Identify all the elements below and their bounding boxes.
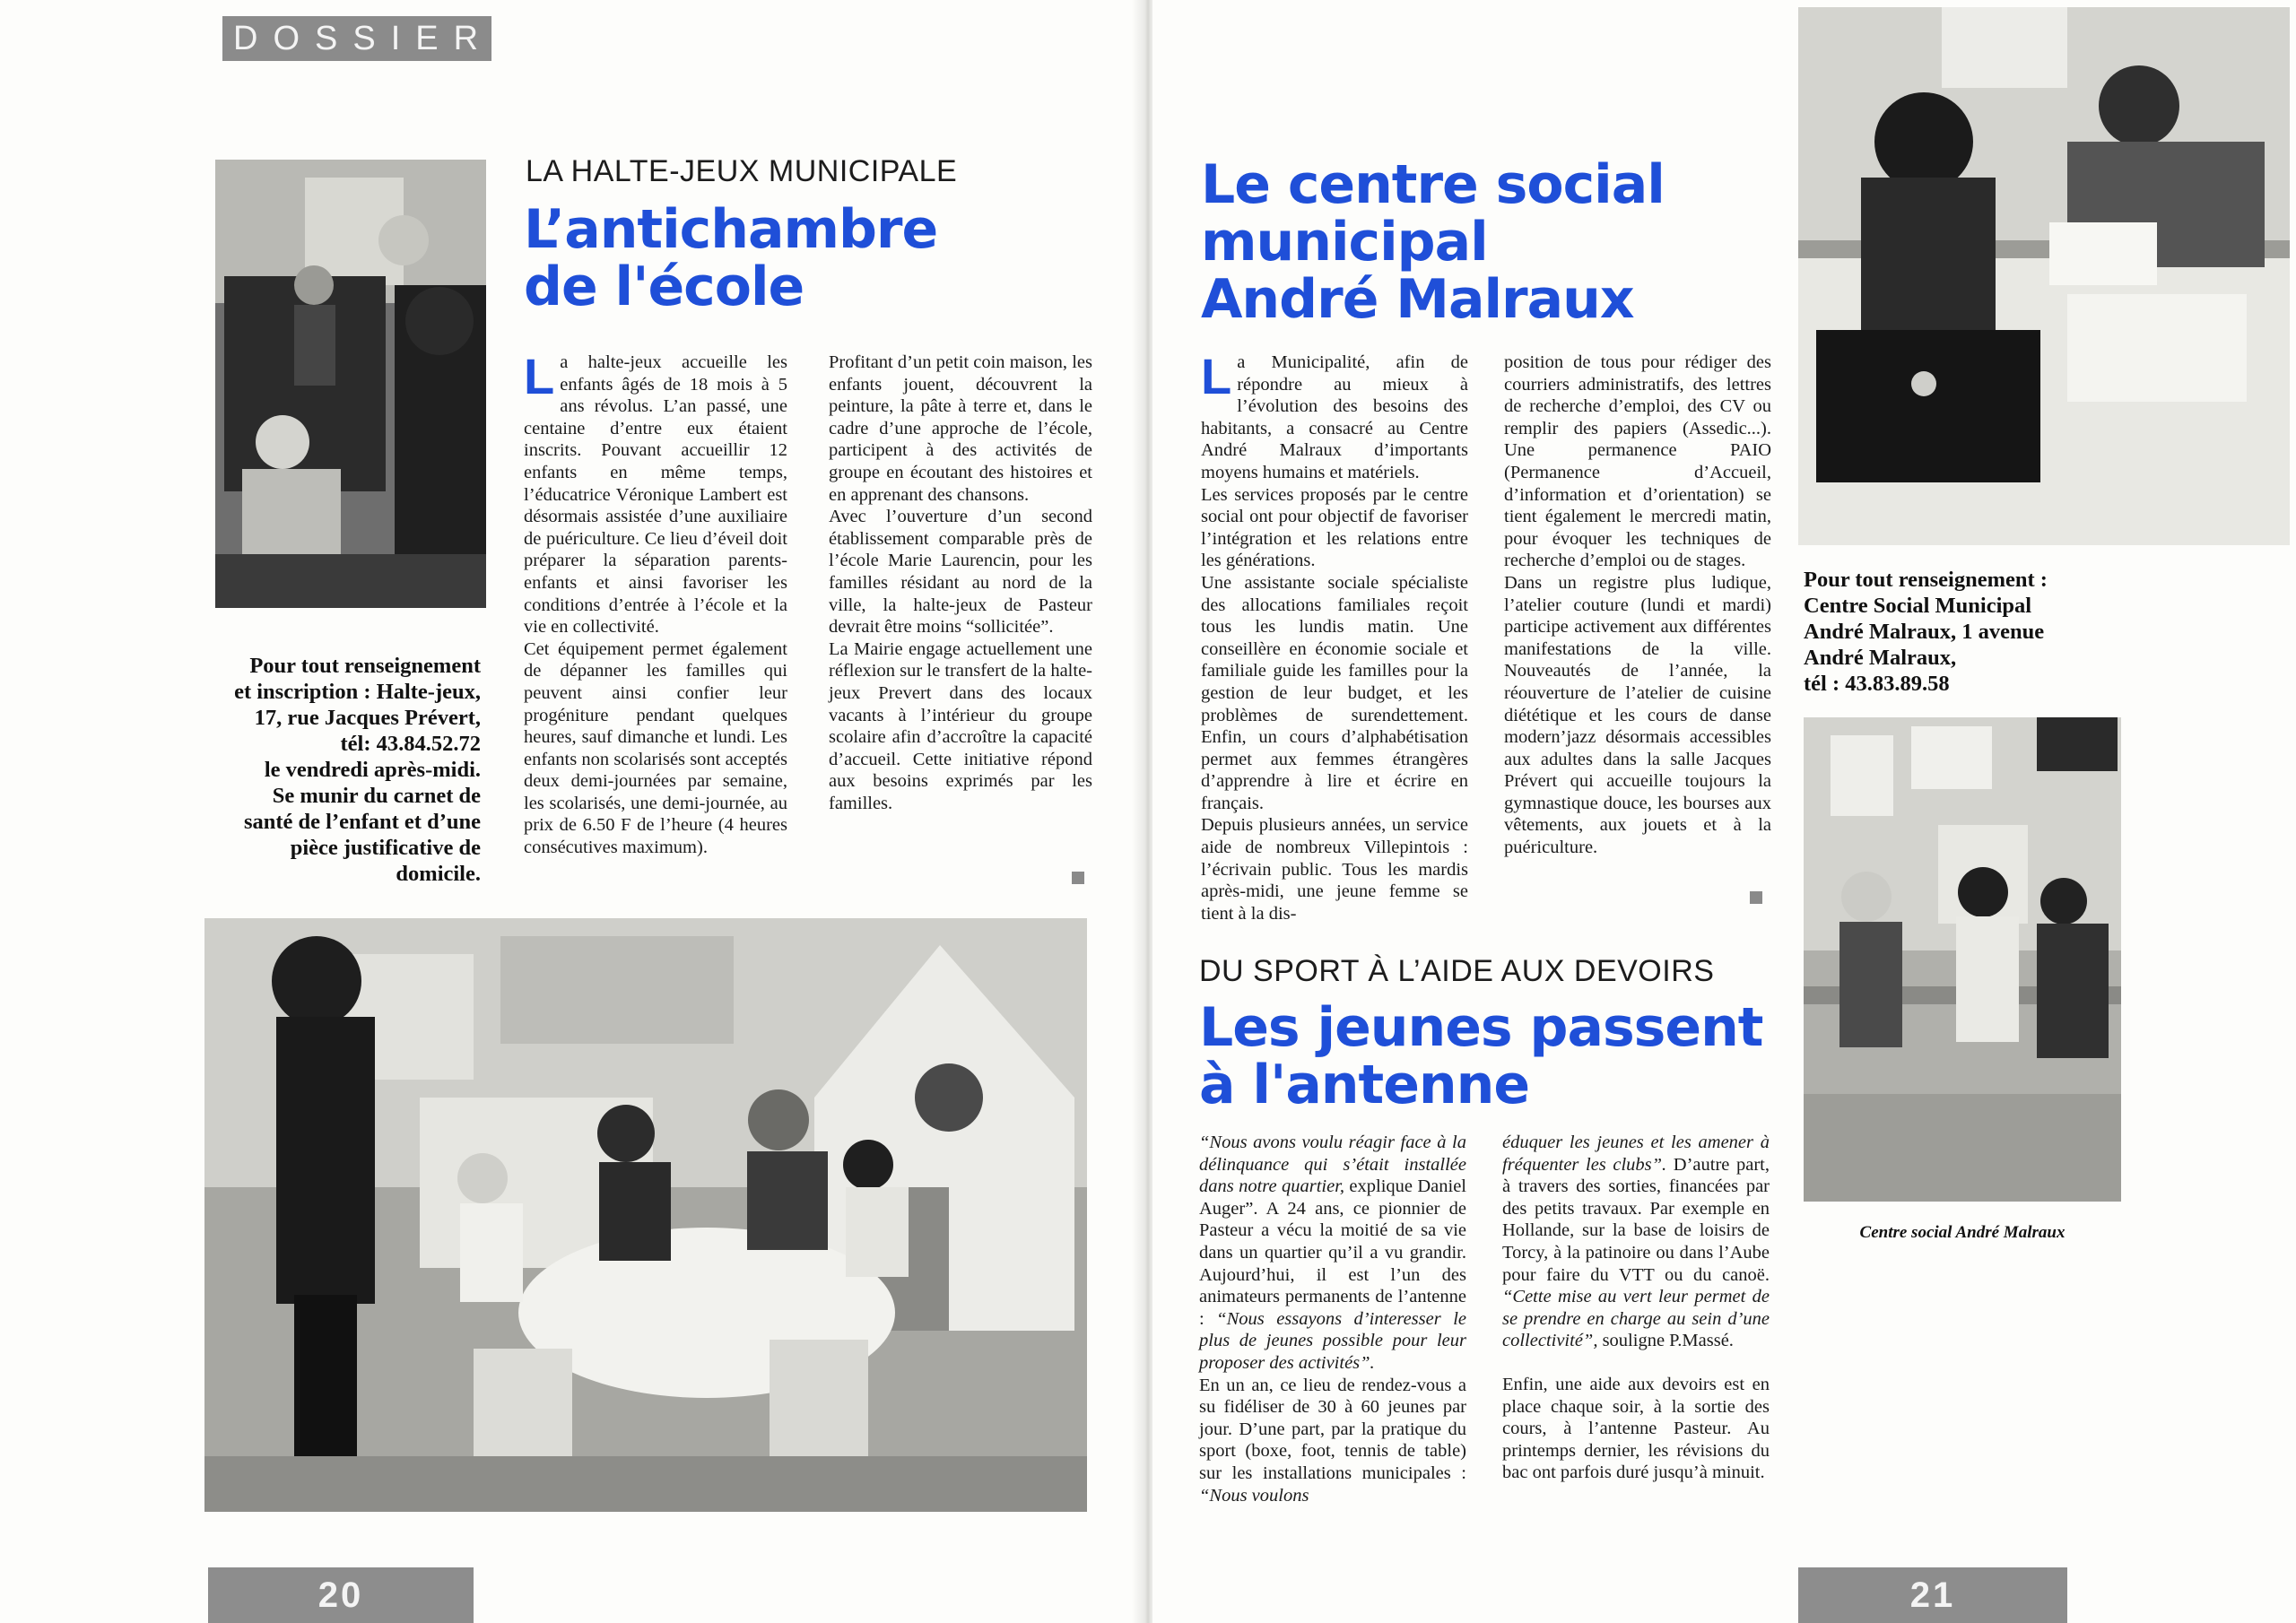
- centre-paragraph: Depuis plusieurs années, un service aide de nombreux Villepintois : l’écrivain public. Tous les mardis après-midi, une jeune femme se tient à la dis-: [1201, 815, 1468, 924]
- halte-paragraph: Profitant d’un petit coin maison, les enfants jouent, découvrent la peinture, la pâte à terre et, dans le cadre d’une approche de l’école, participent à des activités de groupe en écoutant des histoires et en apprenant des chansons.: [829, 352, 1092, 505]
- photo-halte-table: [204, 918, 1087, 1512]
- centre-paragraph: Les services proposés par le centre social ont pour objectif de favoriser l’intégration et les relations entre les générations.: [1201, 484, 1468, 571]
- centre-dropcap: L: [1201, 348, 1232, 404]
- centre-headline-line1: Le centre social: [1201, 153, 1665, 216]
- photo-halte-child-image: [215, 160, 486, 608]
- halte-paragraph: Avec l’ouverture d’un second établissement comparable près de l’école Marie Laurencin, pour les familles résidant au nord de la ville, la halte-jeux de Pasteur devrait être moins “sollicitée”.: [829, 507, 1092, 638]
- halte-paragraph: Cet équipement permet également de dépanner les familles qui peuvent ainsi confier leur progéniture pendant quelques heures, sauf dimanche et lundi. Les enfants non scolarisés sont acceptés deux demi-journées par semaine, les scolarisés, une demi-journée, au prix de 6.50 F de l’heure (4 heures consécutives maximum).: [524, 638, 787, 858]
- halte-column-1: [524, 348, 787, 859]
- photo-centre-waiting-image: [1804, 717, 2121, 1202]
- halte-column-2: [829, 352, 1092, 814]
- jeunes-headline-line1: Les jeunes passent: [1199, 996, 1763, 1059]
- jeunes-headline: [1199, 996, 1763, 1116]
- centre-info-line: tél : 43.83.89.58: [1804, 672, 1950, 696]
- photo-centre-office-image: [1798, 7, 2290, 545]
- centre-info-line: Centre Social Municipal: [1804, 594, 2032, 618]
- centre-paragraph: La Municipalité, afin de répondre au mieux à l’évolution des besoins des habitants, a consacré au Centre André Malraux d’importants moyens humains et matériels.: [1201, 348, 1468, 482]
- photo-halte-child: [215, 160, 486, 608]
- centre-headline: [1201, 153, 1665, 331]
- paragraph-gap: [1502, 1352, 1770, 1374]
- halte-info-line: et inscription : Halte-jeux,: [234, 680, 481, 704]
- halte-paragraph: La halte-jeux accueille les enfants âgés de 18 mois à 5 ans révolus. L’an passé, une centaine d’entre eux étaient inscrits. Pouvant accueillir 12 enfants en même temps, l’éducatrice Véronique Lambert est désormais assistée d’une auxiliaire de puériculture. Ce lieu d’éveil doit préparer la séparation parents-enfants et ainsi favoriser les conditions d’entrée à l’école et la vie en collectivité.: [524, 348, 787, 638]
- centre-paragraph: Dans un registre plus ludique, l’atelier couture (lundi et mardi) participe activement aux différentes manifestations de la ville. Nouveautés de l’année, la réouverture de l’atelier de cuisine diététique et les cours de danse modern’jazz désormais accessibles aux adultes dans la salle Jacques Prévert qui accueille toujours la gymnastique douce, les bourses aux vêtements, aux jouets et à la puériculture.: [1504, 572, 1771, 858]
- left-page: [0, 0, 1144, 1623]
- centre-photo-caption: Centre social André Malraux: [1859, 1223, 2066, 1242]
- page-number-left: 20: [208, 1567, 474, 1623]
- halte-headline: [524, 198, 938, 318]
- halte-dropcap: L: [524, 348, 555, 404]
- photo-halte-table-image: [204, 918, 1087, 1512]
- halte-kicker: LA HALTE-JEUX MUNICIPALE: [526, 154, 958, 188]
- centre-info-line: Pour tout renseignement :: [1804, 568, 2048, 592]
- jeunes-headline-line2: à l'antenne: [1199, 1054, 1530, 1116]
- halte-end-mark: [1072, 872, 1084, 884]
- halte-info-line: 17, rue Jacques Prévert,: [254, 706, 481, 730]
- halte-info-line: Pour tout renseignement: [249, 654, 481, 678]
- centre-end-mark: [1750, 891, 1762, 904]
- jeunes-kicker: DU SPORT À L’AIDE AUX DEVOIRS: [1199, 954, 1715, 988]
- photo-centre-office: [1798, 7, 2290, 545]
- centre-column-2: [1504, 352, 1771, 859]
- jeunes-paragraph: “Nous avons voulu réagir face à la délinquance qui s’était installée dans notre quartier, explique Daniel Auger”. A 24 ans, ce pionnier de Pasteur a vécu la moitié de sa vie dans un quartier qu’il a vu grandir. Aujourd’hui, il est l’un des animateurs permanents de l’antenne : “Nous essayons d’interesser le plus de jeunes possible pour leur proposer des activités”.: [1199, 1133, 1466, 1373]
- jeunes-column-2: [1502, 1132, 1770, 1484]
- centre-paragraph: Une assistante sociale spécialiste des allocations familiales reçoit tous les lundis matin. Une conseillère en économie sociale et familiale guide les familles pour la gestion de leur budget, et les problèmes de surendettement. Enfin, un cours d’alphabétisation permet aux femmes étrangères d’apprendre à lire et écrire en français.: [1201, 572, 1468, 813]
- jeunes-paragraph: Enfin, une aide aux devoirs est en place chaque soir, à la sortie des cours, à l’antenne Pasteur. Au printemps dernier, les révisions du bac ont parfois duré jusqu’à minuit.: [1502, 1374, 1770, 1483]
- halte-info-line: tél: 43.84.52.72: [340, 732, 481, 756]
- centre-info-line: André Malraux, 1 avenue: [1804, 620, 2045, 644]
- halte-info-line: pièce justificative de: [290, 836, 481, 860]
- centre-paragraph: position de tous pour rédiger des courriers administratifs, des lettres de recherche d’emploi, des CV ou remplir des papiers (Assedic...). Une permanence PAIO (Permanence d’Accueil, d’information et d’orientation) se tient également le mercredi matin, pour évoquer les techniques de recherche d’emploi ou de stages.: [1504, 352, 1771, 571]
- halte-info-box: [212, 653, 481, 887]
- centre-headline-line3: André Malraux: [1201, 268, 1634, 331]
- halte-info-line: Se munir du carnet de: [272, 784, 481, 808]
- page-number-right: 21: [1798, 1567, 2067, 1623]
- jeunes-column-1: [1199, 1132, 1466, 1506]
- halte-headline-line2: de l'école: [524, 256, 804, 318]
- centre-info-line: André Malraux,: [1804, 646, 1957, 670]
- photo-centre-waiting: [1804, 717, 2121, 1202]
- halte-headline-line1: L’antichambre: [524, 198, 938, 261]
- jeunes-paragraph: En un an, ce lieu de rendez-vous a su fidéliser de 30 à 60 jeunes par jour. D’une part, par la pratique du sport (boxe, foot, tennis de table) sur les installations municipales : “Nous voulons: [1199, 1375, 1466, 1506]
- centre-headline-line2: municipal: [1201, 211, 1488, 273]
- halte-info-line: le vendredi après-midi.: [264, 758, 481, 782]
- centre-info-box: [1804, 567, 2109, 697]
- halte-info-line: santé de l’enfant et d’une: [243, 810, 481, 834]
- section-tab: DOSSIER: [222, 16, 491, 61]
- centre-column-1: [1201, 348, 1468, 924]
- jeunes-paragraph: éduquer les jeunes et les amener à fréquenter les clubs”. D’autre part, à travers des sorties, financées par des petits travaux. Par exemple en Hollande, sur la base de loisirs de Torcy, à la patinoire ou dans l’Aube pour faire du VTT ou du canoë. “Cette mise au vert leur permet de se prendre en charge au sein d’une collectivité”, souligne P.Massé.: [1502, 1133, 1770, 1351]
- right-page: [1152, 0, 2296, 1623]
- halte-info-line: domicile.: [396, 862, 481, 886]
- halte-paragraph: La Mairie engage actuellement une réflexion sur le transfert de la halte-jeux Prevert dans des locaux vacants à l’intérieur du groupe scolaire afin d’accroître la capacité d’accueil. Cette initiative répond aux besoins exprimés par les familles.: [829, 638, 1092, 813]
